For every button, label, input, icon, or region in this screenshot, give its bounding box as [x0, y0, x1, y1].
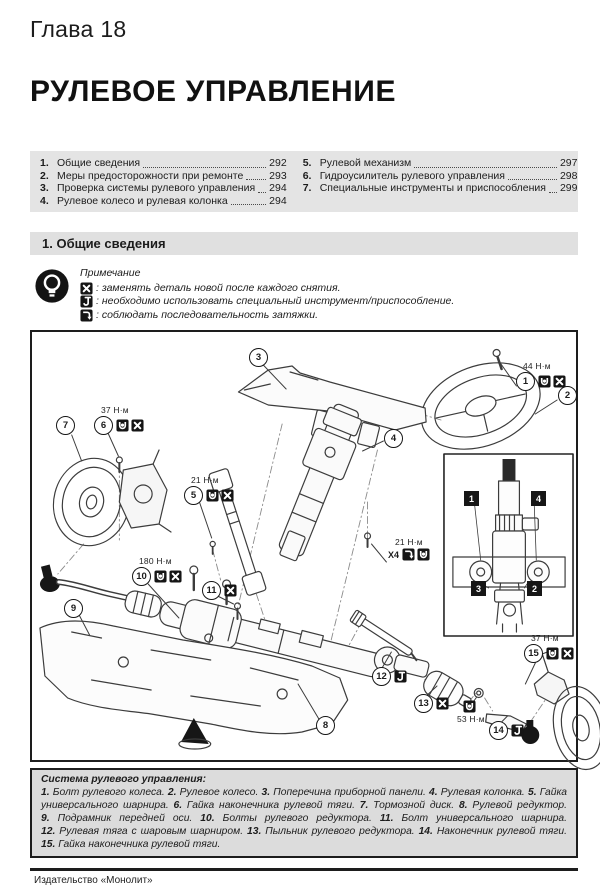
caption-item	[41, 826, 247, 837]
callout-number: 5	[184, 486, 203, 505]
inset-tag-4: 4	[531, 491, 546, 506]
toc-leader-dots	[508, 179, 557, 180]
caption-item-number: 11.	[379, 812, 394, 824]
toc-column-right	[303, 157, 578, 207]
toc-item-label: Гидроусилитель рулевого управления	[319, 169, 505, 182]
callout-7	[56, 416, 75, 435]
callout-11	[202, 581, 237, 600]
caption-item	[41, 813, 200, 824]
caption-item-text: Рулевой редуктор.	[467, 799, 567, 811]
torque-label: 44 Н·м	[523, 361, 551, 371]
callout-15	[524, 633, 574, 663]
caption-item	[247, 826, 419, 837]
caption-item-number: 2.	[167, 786, 177, 798]
toc-item-label: Рулевой механизм	[319, 157, 412, 169]
note-item	[80, 295, 454, 308]
inset-tag-2: 2	[527, 581, 542, 596]
caption-item-text: Рулевая тяга с шаровым шарниром.	[55, 825, 247, 837]
tightening-sequence-icon	[80, 309, 93, 322]
callout-13	[414, 694, 449, 713]
toc-item-label: Общие сведения	[57, 157, 141, 169]
callout-12	[372, 667, 407, 686]
torque-icon	[546, 647, 559, 660]
callout-number: 11	[202, 581, 221, 600]
caption-item-text: Гайка универсального шарнира.	[41, 786, 568, 811]
toc-leader-dots	[549, 192, 557, 193]
caption-item	[41, 787, 168, 798]
special-tool-icon	[394, 670, 407, 683]
toc-item-label: Проверка системы рулевого управления	[57, 182, 256, 195]
caption-item-text: Наконечник рулевой тяги.	[432, 825, 568, 837]
callout-5	[184, 475, 234, 505]
caption-item-text: Тормозной диск.	[368, 799, 459, 811]
torque-label: 53 Н·м	[457, 714, 485, 724]
caption-item-number: 10.	[200, 812, 215, 824]
caption-item	[419, 826, 567, 837]
replace-part-icon	[169, 570, 182, 583]
toc-item-page: 298	[559, 169, 578, 182]
callout-14	[489, 721, 524, 740]
toc-leader-dots	[246, 179, 266, 180]
toc-item	[303, 157, 578, 170]
callout-2	[558, 386, 577, 405]
replace-part-icon	[131, 419, 144, 432]
callout-number: 12	[372, 667, 391, 686]
caption-item-text: Болт рулевого колеса.	[49, 786, 168, 798]
inset-tag-3: 3	[471, 581, 486, 596]
special-tool-icon	[80, 295, 93, 308]
toc-item-page: 297	[559, 157, 578, 169]
replace-part-icon	[224, 584, 237, 597]
toc-item-page: 299	[559, 182, 578, 195]
toc-item	[40, 182, 287, 195]
toc-leader-dots	[258, 192, 266, 193]
callout-overlay	[32, 332, 576, 760]
caption-item-text: Болт универсального шарнира.	[393, 812, 568, 824]
callout-number: 8	[316, 716, 335, 735]
callout-number: 9	[64, 599, 83, 618]
replace-part-icon	[436, 697, 449, 710]
toc-item	[40, 157, 287, 170]
note-item-text: : соблюдать последовательность затяжки.	[96, 308, 319, 321]
caption-item-number: 9.	[41, 812, 50, 824]
callout-number: 3	[249, 348, 268, 367]
multiplier-label: X4	[388, 549, 400, 560]
note-title: Примечание	[80, 267, 141, 280]
toc-item-number: 7.	[302, 182, 312, 195]
toc-item-number: 2.	[40, 169, 49, 182]
caption-item-number: 6.	[173, 799, 183, 811]
callout-3	[249, 348, 268, 367]
caption-item	[41, 839, 220, 850]
toc-leader-dots	[231, 204, 266, 205]
torque-icon	[116, 419, 129, 432]
caption-item-text: Гайка наконечника рулевой тяги.	[182, 799, 360, 811]
callout-number: 1	[516, 372, 535, 391]
caption-item	[174, 800, 360, 811]
page-title: РУЛЕВОЕ УПРАВЛЕНИЕ	[30, 75, 397, 108]
caption-item-text: Подрамник передней оси.	[49, 812, 201, 824]
toc-column-left	[40, 157, 287, 207]
steering-system-diagram	[30, 330, 578, 762]
torque-label: 37 Н·м	[531, 633, 559, 643]
caption-item-number: 12.	[41, 825, 56, 837]
torque-icon	[154, 570, 167, 583]
torque-icon	[538, 375, 551, 388]
callout-number: 15	[524, 644, 543, 663]
torque-icon	[417, 548, 430, 561]
callout-4	[384, 429, 403, 448]
callout-number: 4	[384, 429, 403, 448]
replace-part-icon	[80, 282, 93, 295]
note-body	[80, 266, 454, 322]
replace-part-icon	[221, 489, 234, 502]
note-block	[30, 266, 578, 322]
callout-number: 13	[414, 694, 433, 713]
torque-label: 180 Н·м	[139, 556, 172, 566]
note-item-text: : необходимо использовать специальный инструмент/приспособление.	[96, 295, 455, 308]
section-header: 1. Общие сведения	[30, 232, 578, 255]
caption-item-number: 15.	[41, 838, 56, 850]
torque-icon	[206, 489, 219, 502]
caption-item-text: Гайка наконечника рулевой тяги.	[55, 838, 221, 850]
callout-number: 6	[94, 416, 113, 435]
toc-item-number: 6.	[302, 169, 312, 182]
callout-8	[316, 716, 335, 735]
caption-item	[168, 787, 262, 798]
torque-label: 21 Н·м	[395, 537, 423, 547]
caption-item-text: Поперечина приборной панели.	[270, 786, 430, 798]
caption-item-number: 14.	[418, 825, 433, 837]
caption-item-text: Рулевая колонка.	[437, 786, 528, 798]
caption-body	[41, 787, 567, 852]
note-list	[80, 282, 454, 322]
caption-item	[200, 813, 380, 824]
caption-item-number: 13.	[246, 825, 262, 837]
toc-item-number: 4.	[40, 194, 49, 207]
caption-item-number: 4.	[429, 786, 438, 798]
toc-item-page: 294	[269, 182, 287, 195]
caption-item-number: 3.	[261, 786, 271, 798]
caption-item-text: Болты рулевого редуктора.	[214, 812, 380, 824]
toc-leader-dots	[143, 167, 266, 168]
toc-item	[303, 170, 578, 183]
tightening-sequence-icon	[402, 548, 415, 561]
caption-item	[360, 800, 459, 811]
caption-item	[262, 787, 430, 798]
diagram-caption	[30, 768, 578, 858]
table-of-contents	[30, 151, 578, 212]
note-item	[80, 282, 454, 295]
caption-title: Система рулевого управления:	[41, 774, 207, 785]
chapter-heading: Глава 18	[30, 16, 127, 42]
torque-marker	[388, 537, 430, 561]
torque-icon	[463, 700, 476, 713]
caption-item-text: Рулевое колесо.	[176, 786, 262, 798]
replace-part-icon	[561, 647, 574, 660]
callout-9	[64, 599, 83, 618]
toc-item-page: 292	[269, 157, 287, 169]
caption-item-number: 5.	[527, 786, 537, 798]
torque-marker	[457, 700, 485, 724]
caption-item-number: 1.	[41, 786, 50, 798]
toc-item-page: 293	[269, 169, 287, 182]
caption-item-text: Пыльник рулевого редуктора.	[261, 825, 419, 837]
inset-tag-1: 1	[464, 491, 479, 506]
toc-item-number: 5.	[302, 157, 312, 169]
note-item	[80, 309, 454, 322]
callout-number: 7	[56, 416, 75, 435]
callout-number: 2	[558, 386, 577, 405]
caption-item	[429, 787, 528, 798]
caption-item-number: 7.	[359, 799, 369, 811]
toc-item-label: Меры предосторожности при ремонте	[57, 169, 244, 182]
toc-item-label: Рулевое колесо и рулевая колонка	[57, 194, 228, 207]
footer-rule	[30, 868, 578, 871]
toc-item	[40, 170, 287, 183]
callout-number: 14	[489, 721, 508, 740]
toc-leader-dots	[414, 167, 557, 168]
torque-label: 37 Н·м	[101, 405, 129, 415]
toc-item-label: Специальные инструменты и приспособления	[319, 182, 546, 195]
callout-10	[132, 556, 182, 586]
toc-item	[303, 182, 578, 195]
caption-item	[380, 813, 567, 824]
toc-item-number: 3.	[40, 182, 49, 195]
special-tool-icon	[511, 724, 524, 737]
caption-item	[459, 800, 567, 811]
toc-item	[40, 195, 287, 208]
callout-number: 10	[132, 567, 151, 586]
publisher-line: Издательство «Монолит»	[34, 875, 153, 886]
caption-item-number: 8.	[458, 799, 468, 811]
toc-item-page: 294	[269, 194, 287, 207]
callout-6	[94, 405, 144, 435]
note-item-text: : заменять деталь новой после каждого снятия.	[96, 281, 341, 294]
torque-label: 21 Н·м	[191, 475, 219, 485]
bulb-icon	[34, 268, 70, 322]
toc-item-number: 1.	[40, 157, 49, 169]
